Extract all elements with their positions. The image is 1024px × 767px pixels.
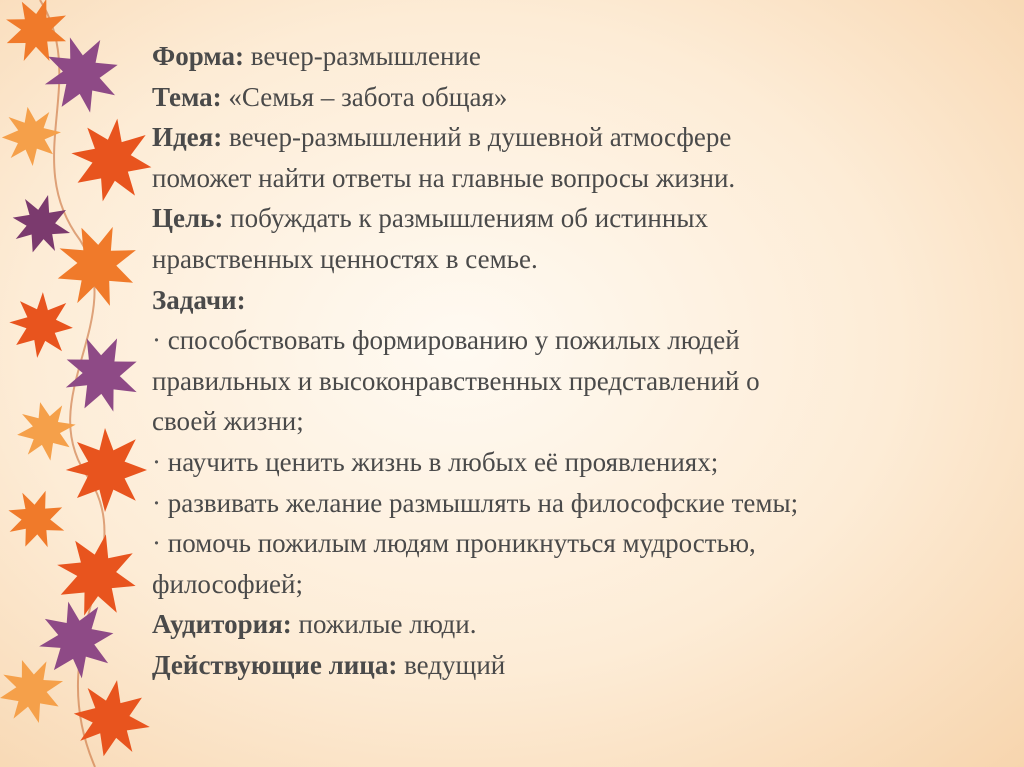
- characters-value: ведущий: [397, 649, 506, 680]
- audience-line: [152, 604, 1002, 645]
- tasks-label: Задачи:: [152, 284, 246, 315]
- audience-value: пожилые люди.: [291, 609, 477, 640]
- idea-line-1: [152, 117, 1002, 158]
- theme-line: [152, 77, 1002, 118]
- task-item-2-text: научить ценить жизнь в любых её проявлениях;: [161, 446, 719, 477]
- bullet: ·: [152, 528, 161, 559]
- slide-body: [152, 36, 1002, 686]
- task-item-1-text-1: способствовать формированию у пожилых людей: [161, 325, 740, 356]
- task-item-3-text: развивать желание размышлять на философские темы;: [161, 487, 799, 518]
- bullet: ·: [152, 446, 161, 477]
- leaf-icon: [0, 0, 160, 767]
- audience-label: Аудитория:: [152, 609, 292, 640]
- task-item-3: [152, 483, 1002, 524]
- goal-value-1: побуждать к размышлениям об истинных: [223, 203, 708, 234]
- idea-line-2: поможет найти ответы на главные вопросы жизни.: [152, 162, 736, 193]
- task-item-4-line-2: философией;: [152, 568, 303, 599]
- task-item-2: [152, 442, 1002, 483]
- characters-line: [152, 645, 1002, 686]
- task-item-1-line-2: правильных и высоконравственных представлений о: [152, 365, 760, 396]
- idea-label: Идея:: [152, 122, 223, 153]
- task-item-1-line-3: своей жизни;: [152, 406, 304, 437]
- goal-label: Цель:: [152, 203, 224, 234]
- bullet: ·: [152, 325, 161, 356]
- idea-value-1: вечер-размышлений в душевной атмосфере: [222, 122, 732, 153]
- goal-line-1: [152, 198, 1002, 239]
- autumn-leaves-border: [0, 0, 160, 767]
- form-label: Форма:: [152, 41, 244, 71]
- goal-line-2: нравственных ценностях в семье.: [152, 243, 538, 274]
- task-item-4-text-1: помочь пожилым людям проникнуться мудростью,: [161, 528, 756, 559]
- characters-label: Действующие лица:: [152, 649, 398, 680]
- task-item-1-line-1: [152, 320, 1002, 361]
- form-value: вечер-размышление: [244, 41, 481, 71]
- theme-value: «Семья – забота общая»: [221, 81, 508, 112]
- form-line: [152, 36, 1002, 77]
- theme-label: Тема:: [152, 81, 222, 112]
- task-item-4-line-1: [152, 523, 1002, 564]
- bullet: ·: [152, 487, 161, 518]
